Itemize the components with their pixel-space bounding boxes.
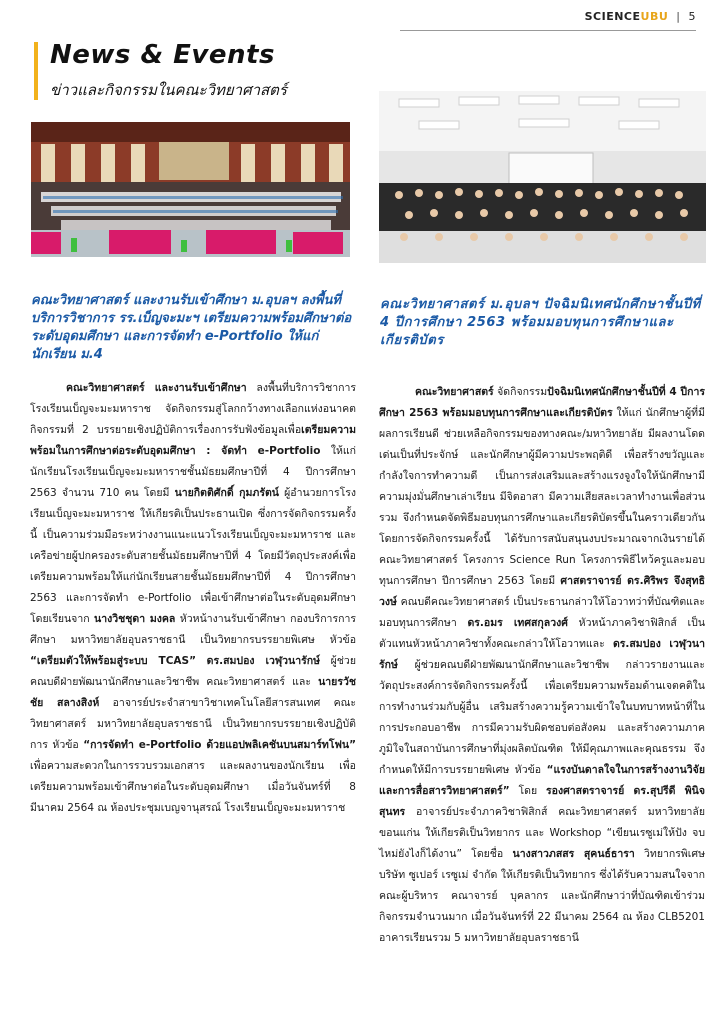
section-accent-bar bbox=[34, 42, 38, 100]
page-number: 5 bbox=[688, 10, 696, 23]
emphasis-text: ดร.อมร เทศสกุลวงศ์ bbox=[467, 617, 568, 629]
auditorium-photo-illustration bbox=[31, 122, 350, 257]
magazine-brand bbox=[585, 10, 669, 23]
brand-accent-text: UBU bbox=[640, 10, 669, 23]
body-text: ผู้ช่วยคณบดีฝ่ายพัฒนานักศึกษาและวิชาชีพ คณะวิทยาศาสตร์ และ bbox=[30, 655, 356, 688]
body-text: ให้แก่ นักเรียนโรงเรียนเบ็ญจะมะมหาราชชั้นมัธยมศึกษาปีที่ 4 ปีการศึกษา 2563 จำนวน 710 คน โดยมี bbox=[30, 445, 356, 499]
section-title: News & Events bbox=[50, 40, 275, 70]
emphasis-text: คณะวิทยาศาสตร์ และงานรับเข้าศึกษา bbox=[66, 382, 247, 394]
body-text: หัวหน้าภาควิชาฟิสิกส์ เป็นตัวแทนหัวหน้าภาควิชาทั้งคณะกล่าวให้โอวาทและ bbox=[379, 617, 705, 650]
emphasis-text: นางวิชชุดา มงคล bbox=[94, 613, 176, 625]
body-text bbox=[196, 655, 207, 667]
emphasis-text: ปัจฉิมนิเทศนักศึกษาชั้นปีที่ 4 ปีการศึกษา 2563 พร้อมมอบทุนการศึกษาและเกียรติบัตร bbox=[379, 386, 705, 419]
emphasis-text: คณะวิทยาศาสตร์ bbox=[415, 386, 494, 398]
body-text: จัดกิจกรรม bbox=[493, 386, 548, 398]
emphasis-text: ดร.สมปอง เวฬุวนารักษ์ bbox=[206, 655, 321, 667]
emphasis-text: เตรียมความพร้อมในการศึกษาต่อระดับอุดมศึกษา : จัดทำ e-Portfolio bbox=[30, 424, 356, 457]
article-1-body bbox=[30, 378, 356, 819]
section-subtitle: ข่าวและกิจกรรมในคณะวิทยาศาสตร์ bbox=[50, 81, 287, 99]
emphasis-text: “เตรียมตัวให้พร้อมสู่ระบบ TCAS” bbox=[30, 655, 196, 667]
body-text: วิทยากรพิเศษ บริษัท ซูเปอร์ เรซูเม่ จำกัด ให้เกียรติเป็นวิทยากร ซึ่งได้รับความสนใจจากคณะผู้บริหาร คณาจารย์ บุคลากร และนักศึกษาว่าที่บัณฑิตเข้าร่วมกิจกรรมจำนวนมาก เมื่อวันจันทร์ที่ 22 มีนาคม 2564 ณ ห้อง CLB5201 อาคารเรียนรวม 5 มหาวิทยาลัยอุบลราชธานี bbox=[379, 848, 705, 944]
emphasis-text: รองศาสตราจารย์ ดร.สุปรีดี พินิจสุนทร bbox=[379, 785, 705, 818]
group-photo-illustration bbox=[379, 91, 706, 263]
article-2-body bbox=[379, 382, 705, 949]
body-text: หัวหน้างานรับเข้าศึกษา กองบริการการศึกษา มหาวิทยาลัยอุบลราชธานี เป็นวิทยากรบรรยายพิเศษ หัวข้อ bbox=[30, 613, 356, 646]
body-text: อาจารย์ประจำสาขาวิชาเทคโนโลยีสารสนเทศ คณะวิทยาศาสตร์ มหาวิทยาลัยอุบลราชธานี เป็นวิทยากรบรรยายเชิงปฏิบัติการ หัวข้อ bbox=[30, 697, 356, 751]
emphasis-text: ดร.สมปอง เวฬุวนารักษ์ bbox=[379, 638, 705, 671]
emphasis-text: นายรวัชชัย สลางสิงห์ bbox=[30, 676, 356, 709]
header-separator: | bbox=[676, 10, 681, 23]
article-1-paragraph bbox=[30, 378, 356, 819]
body-text: อาจารย์ประจำภาควิชาฟิสิกส์ คณะวิทยาศาสตร์ มหาวิทยาลัยขอนแก่น ให้เกียรติเป็นวิทยากร และ Workshop “เขียนเรซูเม่ให้ปัง จบไหม่ยังไงก็ได้งาน” โดยชื่อ bbox=[379, 806, 705, 860]
article-1-photo bbox=[31, 122, 350, 257]
page-header bbox=[585, 10, 696, 23]
emphasis-text: นายกิตติศักดิ์ กุมภรัตน์ bbox=[174, 487, 279, 499]
header-rule bbox=[400, 30, 696, 31]
body-text: โดย bbox=[509, 785, 547, 797]
body-text: คณบดีคณะวิทยาศาสตร์ เป็นประธานกล่าวให้โอวาทว่าที่บัณฑิตและมอบทุนการศึกษา bbox=[379, 596, 705, 629]
article-2-photo bbox=[379, 91, 706, 263]
body-text: ผู้อำนวยการโรงเรียนเบ็ญจะมะมหาราช ให้เกียรติเป็นประธานเปิด ซึ่งการจัดกิจกรรมครั้งนี้ เป็นความร่วมมือระหว่างงานแนะแนวโรงเรียนเบ็ญจะมะมหาราช และเครือข่ายผู้ปกครองระดับสายชั้นมัธยมศึกษาปีที่ 4 โดยมีวัตถุประสงค์เพื่อเตรียมความพร้อมให้แก่นักเรียนสายชั้นมัธยมศึกษาปีที่ 4 ปีการศึกษา 2563 และการจัดทำ e-Portfolio เพื่อเข้าศึกษาต่อในระดับอุดมศึกษา โดยเรียนจาก bbox=[30, 487, 356, 625]
article-1-caption: คณะวิทยาศาสตร์ และงานรับเข้าศึกษา ม.อุบลฯ ลงพื้นที่บริการวิชาการ รร.เบ็ญจะมะฯ เตรียมความพร้อมศึกษาต่อระดับอุดมศึกษา และการจัดทำ e-Portfolio ให้แก่นักเรียน ม.4 bbox=[31, 293, 352, 362]
emphasis-text: นางสาวภสสร สุคนธ์ธารา bbox=[512, 848, 635, 860]
emphasis-text: “แรงบันดาลใจในการสร้างงานวิจัยและการสื่อสารวิทยาศาสตร์” bbox=[379, 764, 705, 797]
article-2-caption: คณะวิทยาศาสตร์ ม.อุบลฯ ปัจฉิมนิเทศนักศึกษาชั้นปีที่ 4 ปีการศึกษา 2563 พร้อมมอบทุนการศึกษาและเกียรติบัตร bbox=[380, 297, 701, 348]
body-text: ผู้ช่วยคณบดีฝ่ายพัฒนานักศึกษาและวิชาชีพ กล่าวรายงานและวัตถุประสงค์การจัดกิจกรรมครั้งนี้ เพื่อเตรียมความพร้อมด้านเจตคติในการทำงานร่วมกับผู้อื่น เสริมสร้างความรู้ความเข้าใจในบทบาทหน้าที่ในการประกอบอาชีพ การมีความรับผิดชอบต่อสังคม และสร้างความภาคภูมิใจในสถาบันการศึกษาที่มุ่งผลิตบัณฑิต ให้มีคุณภาพและคุณธรรม จึงกำหนดให้มีการบรรยายพิเศษ หัวข้อ bbox=[379, 659, 705, 776]
emphasis-text: “การจัดทำ e-Portfolio ด้วยแอปพลิเคชันบนสมาร์ทโฟน” bbox=[83, 739, 356, 751]
article-2-paragraph bbox=[379, 382, 705, 949]
emphasis-text: ศาสตราจารย์ ดร.ศิริพร จึงสุทธิวงษ์ bbox=[379, 575, 705, 608]
body-text: ให้แก่ นักศึกษาผู้ที่มีผลการเรียนดี ช่วยเหลือกิจกรรมของทางคณะ/มหาวิทยาลัย มีผลงานโดดเด่นเป็นที่ประจักษ์ และนักศึกษาผู้มีความประพฤติดี เพื่อสร้างขวัญและกำลังใจการทำความดี เป็นการส่งเสริมและสร้างแรงจูงใจให้นักศึกษามีความมุ่งมั่นศึกษาเล่าเรียน มีจิตอาสา มีความเสียสละเวลาทำงานเพื่อส่วนรวม จึงกำหนดจัดพิธีมอบทุนการศึกษาและเกียรติบัตรขึ้นในคราวเดียวกันโดยการจัดกิจกรรมครั้งนี้ ได้รับการสนับสนุนงบประมาณจากเงินรายได้คณะวิทยาศาสตร์ โครงการ Science Run โครงการพิธีไหว้ครูและมอบทุนการศึกษา ปีการศึกษา 2563 โดยมี bbox=[379, 407, 705, 587]
body-text: เพื่อความสะดวกในการรวบรวมเอกสาร และผลงานของนักเรียน เพื่อเตรียมความพร้อมเข้าศึกษาต่อในระดับอุดมศึกษา เมื่อวันจันทร์ที่ 8 มีนาคม 2564 ณ ห้องประชุมเบญจานุสรณ์ โรงเรียนเบ็ญจะมะมหาราช bbox=[30, 760, 356, 814]
body-text: ลงพื้นที่บริการวิชาการโรงเรียนเบ็ญจะมะมหาราช จัดกิจกรรมสู่โลกกว้างทางเลือกแห่งอนาคต กิจกรรมที่ 2 บรรยายเชิงปฏิบัติการเรื่องการรับฟังข้อมูลเพื่อ bbox=[30, 382, 356, 436]
brand-main-text: SCIENCE bbox=[584, 10, 641, 23]
